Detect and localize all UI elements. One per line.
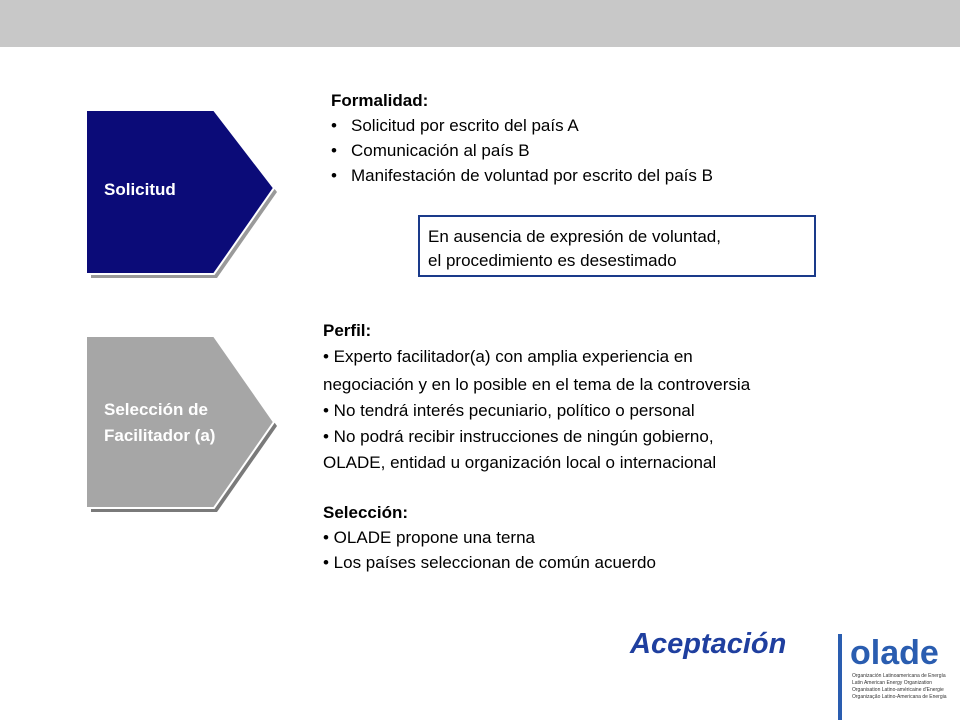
seleccion-heading: Selección: [323, 503, 409, 522]
olade-logo-mark [836, 630, 960, 720]
formalidad-bullet-1: • Solicitud por escrito del país A [331, 116, 579, 135]
formalidad-bullet-2: • Comunicación al país B [331, 141, 530, 160]
note-line-2: el procedimiento es desestimado [428, 251, 677, 270]
note-box [418, 215, 816, 277]
seleccion-line-1: • OLADE propone una terna [323, 528, 535, 547]
olade-logo-line-3: Organisation Latino-américaine d'Energie [852, 687, 944, 693]
formalidad-bullet-3: • Manifestación de voluntad por escrito del país B [331, 166, 713, 185]
seleccion-chevron [86, 336, 282, 516]
olade-logo-word: olade [850, 634, 939, 672]
seleccion-label-line-2: Facilitador (a) [104, 426, 216, 445]
olade-logo-line-4: Organização Latino-Americana de Energia [852, 694, 947, 700]
perfil-heading: Perfil: [323, 321, 372, 340]
olade-logo-line-1: Organización Latinoamericana de Energía [852, 673, 946, 679]
perfil-line-2: negociación y en lo posible en el tema de la controversia [323, 375, 751, 394]
seleccion-line-2: • Los países seleccionan de común acuerdo [323, 553, 656, 572]
olade-logo [836, 630, 960, 720]
seleccion-label-line-1: Selección de [104, 400, 208, 419]
perfil-line-4: • No podrá recibir instrucciones de ningún gobierno, [323, 427, 714, 446]
perfil-line-3: • No tendrá interés pecuniario, político o personal [323, 401, 695, 420]
perfil-line-5: OLADE, entidad u organización local o internacional [323, 453, 717, 472]
formalidad-heading: Formalidad: [331, 91, 429, 110]
solicitud-chevron [86, 110, 282, 282]
top-banner [0, 0, 960, 47]
note-line-1: En ausencia de expresión de voluntad, [428, 227, 721, 246]
solicitud-label: Solicitud [104, 180, 176, 199]
perfil-line-1: • Experto facilitador(a) con amplia experiencia en [323, 347, 693, 366]
aceptacion-title: Aceptación [630, 628, 787, 660]
olade-logo-line-2: Latin American Energy Organization [852, 680, 933, 686]
